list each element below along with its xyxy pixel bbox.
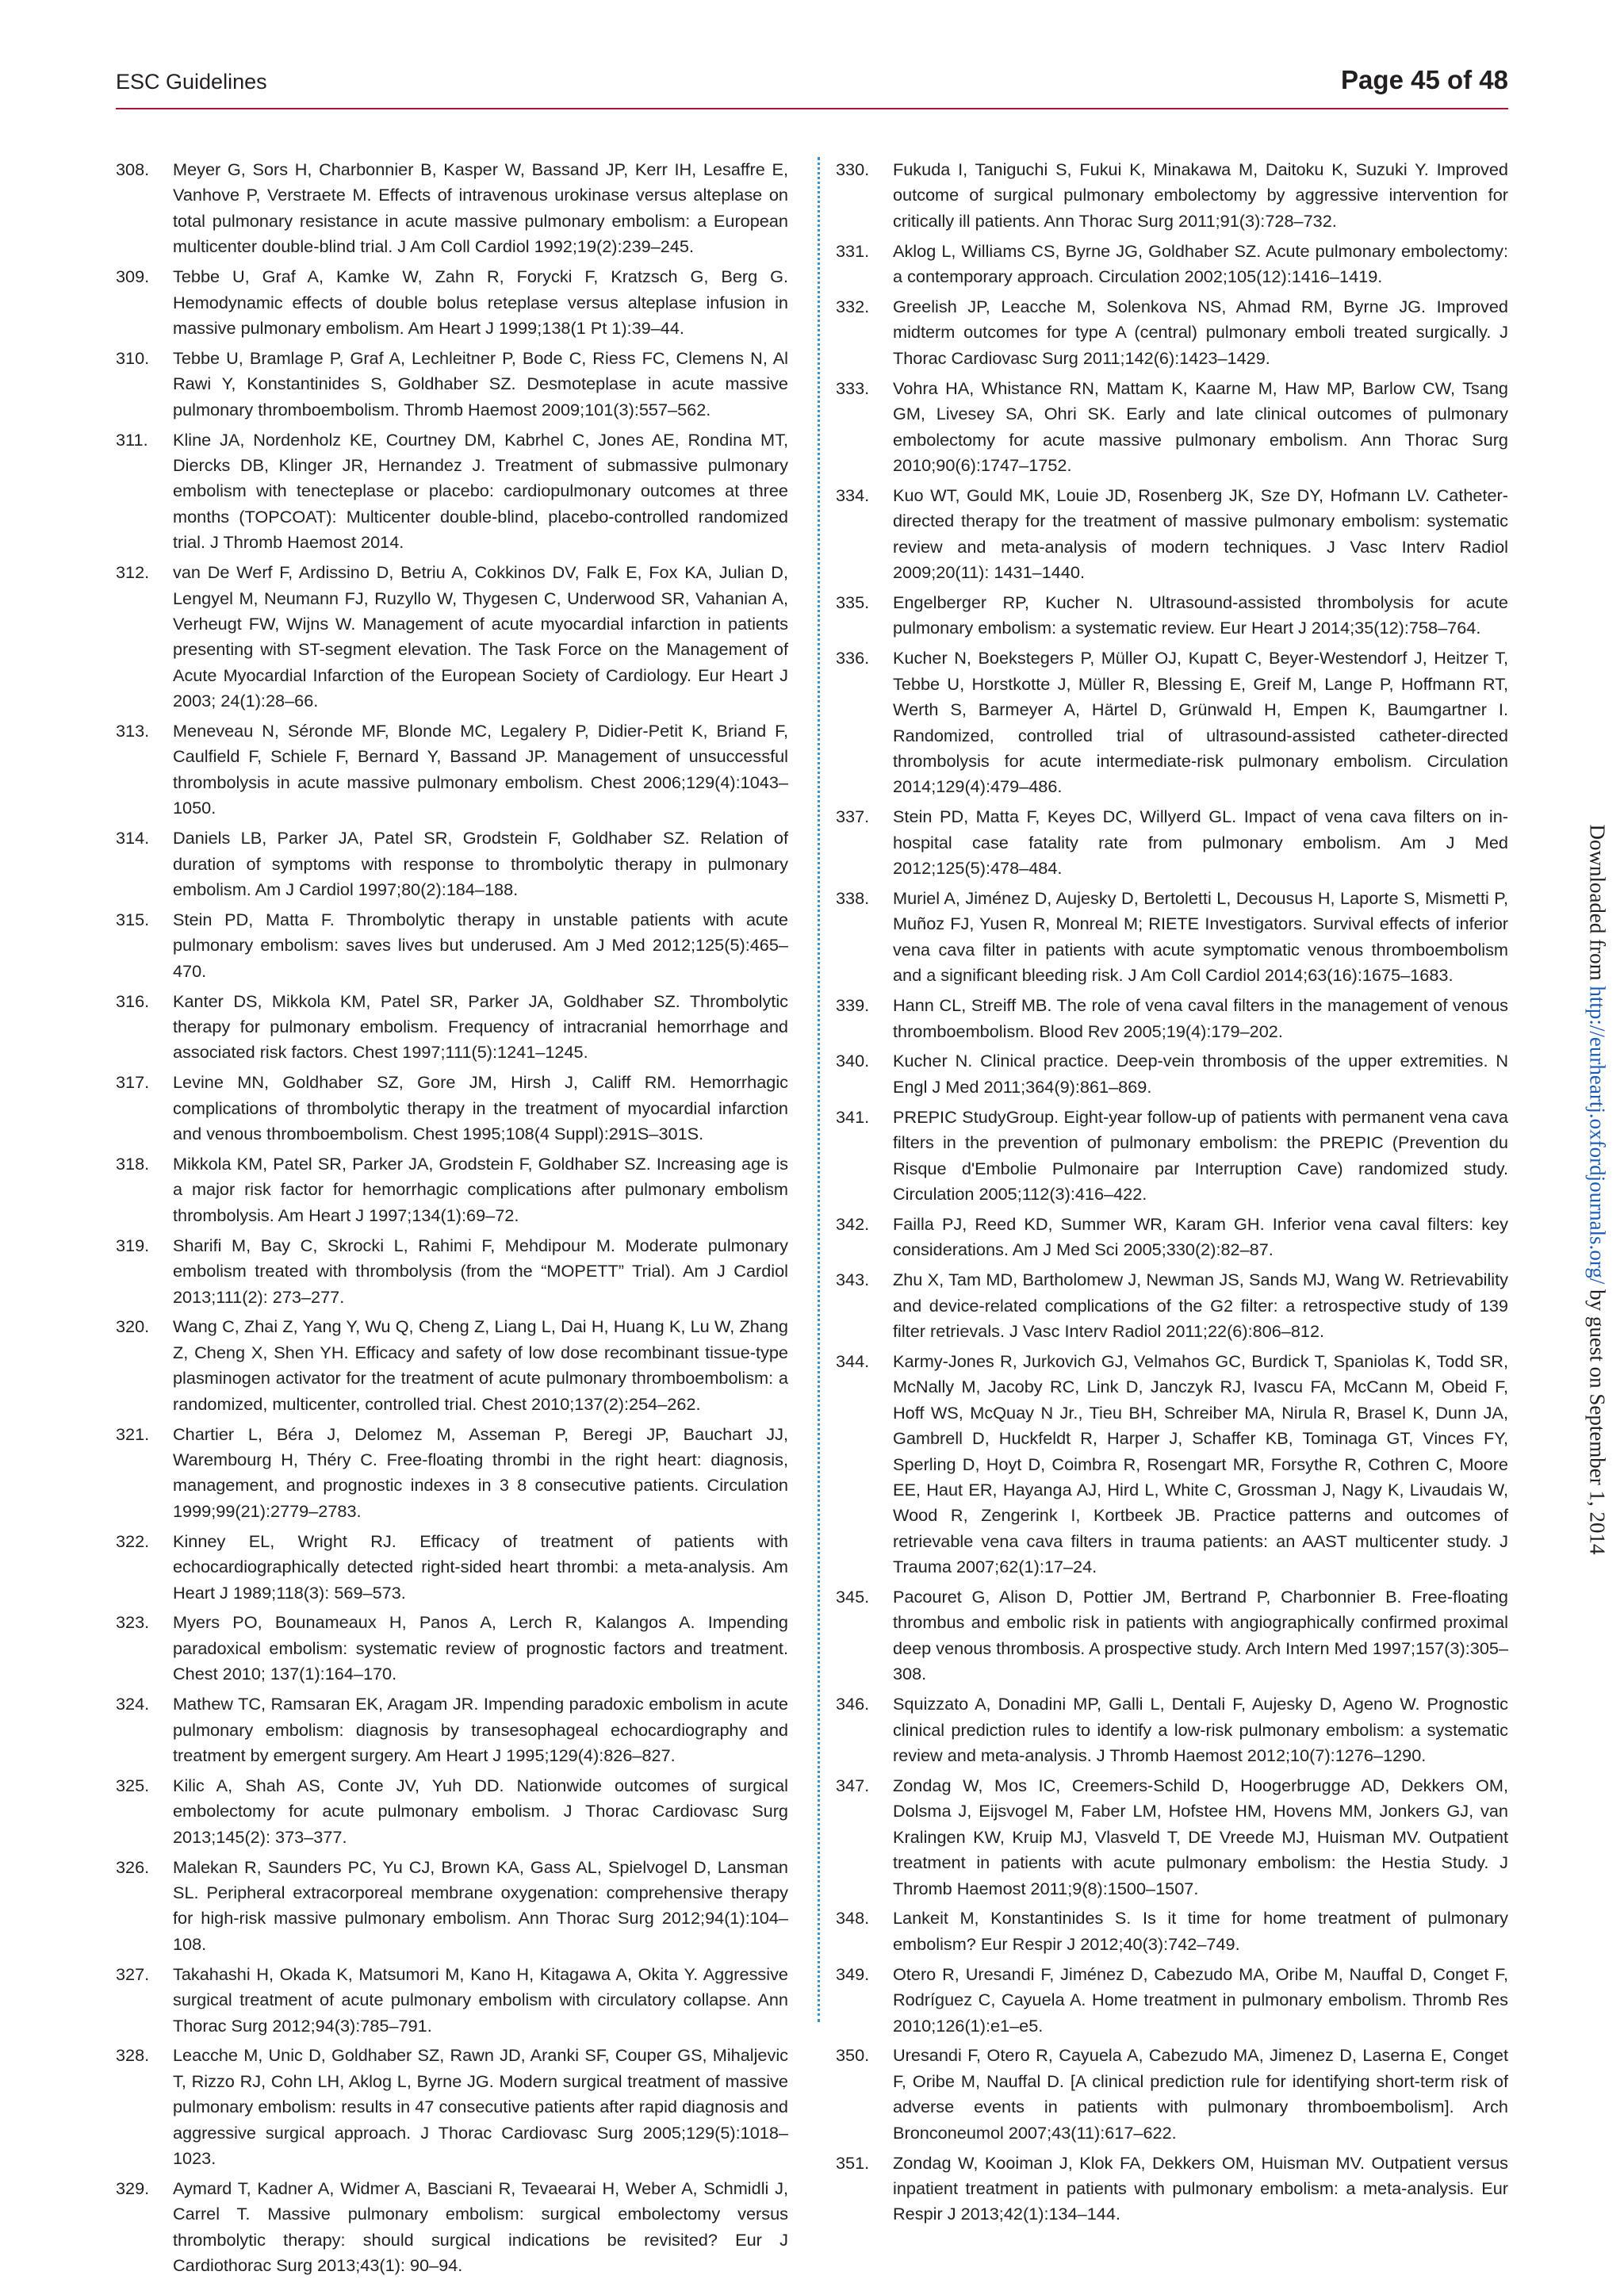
reference-number: 337.	[836, 806, 870, 827]
reference-item	[836, 1773, 1508, 1902]
reference-text: Kilic A, Shah AS, Conte JV, Yuh DD. Nationwide outcomes of surgical embolectomy for acute pulmonary embolism. J Thorac Cardiovasc Surg 2013;145(2): 373–377.	[173, 1775, 788, 1847]
reference-text: Kucher N, Boekstegers P, Müller OJ, Kupatt C, Beyer-Westendorf J, Heitzer T, Tebbe U, Horstkotte J, Müller R, Blessing E, Greif M, Lange P, Hoffmann RT, Werth S, Barmeyer A, Härtel D, Grünwald H, Empen K, Baumgartner I. Randomized, controlled trial of ultrasound-assisted catheter-directed thrombolysis for acute intermediate-risk pulmonary embolism. Circulation 2014;129(4):479–486.	[893, 648, 1508, 797]
references-right-column	[836, 157, 1508, 2231]
reference-item	[836, 1584, 1508, 1687]
reference-item	[116, 1233, 788, 1310]
reference-item	[116, 989, 788, 1066]
reference-item	[116, 907, 788, 984]
reference-text: Muriel A, Jiménez D, Aujesky D, Bertoletti L, Decousus H, Laporte S, Mismetti P, Muñoz FJ, Yusen R, Monreal M; RIETE Investigators. Survival effects of inferior vena cava filter in patients with acute symptomatic venous thromboembolism and a significant bleeding risk. J Am Coll Cardiol 2014;63(16):1675–1683.	[893, 887, 1508, 986]
reference-number: 330.	[836, 159, 870, 179]
reference-item	[836, 2151, 1508, 2227]
reference-item	[836, 376, 1508, 479]
reference-item	[116, 2176, 788, 2279]
reference-number: 310.	[116, 347, 150, 368]
reference-number: 312.	[116, 562, 150, 583]
reference-text: Sharifi M, Bay C, Skrocki L, Rahimi F, Mehdipour M. Moderate pulmonary embolism treated with thrombolysis (from the “MOPETT” Trial). Am J Cardiol 2013;111(2): 273–277.	[173, 1235, 788, 1307]
reference-text: Stein PD, Matta F. Thrombolytic therapy in unstable patients with acute pulmonary embolism: saves lives but underused. Am J Med 2012;125(5):465–470.	[173, 909, 788, 981]
reference-text: Leacche M, Unic D, Goldhaber SZ, Rawn JD, Aranki SF, Couper GS, Mihaljevic T, Rizzo RJ, Cohn LH, Aklog L, Byrne JG. Modern surgical treatment of massive pulmonary embolism: results in 47 consecutive patients after rapid diagnosis and aggressive surgical approach. J Thorac Cardiovasc Surg 2005;129(5):1018–1023.	[173, 2045, 788, 2169]
reference-item	[116, 1151, 788, 1228]
reference-text: Meneveau N, Séronde MF, Blonde MC, Legalery P, Didier-Petit K, Briand F, Caulfield F, Schiele F, Bernard Y, Bassand JP. Management of unsuccessful thrombolysis in acute massive pulmonary embolism. Chest 2006;129(4):1043–1050.	[173, 721, 788, 818]
reference-number: 318.	[116, 1154, 150, 1174]
download-note-suffix: by guest on September 1, 2014	[1585, 1284, 1610, 1555]
reference-item	[116, 718, 788, 822]
reference-item	[836, 157, 1508, 234]
reference-number: 342.	[836, 1213, 870, 1234]
reference-text: Kuo WT, Gould MK, Louie JD, Rosenberg JK, Sze DY, Hofmann LV. Catheter-directed therapy for the treatment of massive pulmonary embolism: systematic review and meta-analysis of modern techniques. J Vasc Interv Radiol 2009;20(11): 1431–1440.	[893, 485, 1508, 583]
reference-text: Uresandi F, Otero R, Cayuela A, Cabezudo MA, Jimenez D, Laserna E, Conget F, Oribe M, Nauffal D. [A clinical prediction rule for identifying short-term risk of adverse events in patients with pulmonary thromboembolism]. Arch Bronconeumol 2007;43(11):617–622.	[893, 2045, 1508, 2143]
page-number: Page 45 of 48	[1341, 65, 1508, 94]
reference-text: Vohra HA, Whistance RN, Mattam K, Kaarne M, Haw MP, Barlow CW, Tsang GM, Livesey SA, Ohri SK. Early and late clinical outcomes of pulmonary embolectomy for acute massive pulmonary embolism. Ann Thorac Surg 2010;90(6):1747–1752.	[893, 377, 1508, 475]
reference-item	[116, 1962, 788, 2039]
reference-number: 336.	[836, 648, 870, 668]
reference-item	[116, 1691, 788, 1768]
reference-text: Takahashi H, Okada K, Matsumori M, Kano H, Kitagawa A, Okita Y. Aggressive surgical treatment of acute pulmonary embolism with circulatory collapse. Ann Thorac Surg 2012;94(3):785–791.	[173, 1963, 788, 2036]
reference-text: Engelberger RP, Kucher N. Ultrasound-assisted thrombolysis for acute pulmonary embolism: a systematic review. Eur Heart J 2014;35(12):758–764.	[893, 592, 1508, 638]
reference-item	[116, 825, 788, 902]
reference-text: Squizzato A, Donadini MP, Galli L, Dentali F, Aujesky D, Ageno W. Prognostic clinical prediction rules to identify a low-risk pulmonary embolism: a systematic review and meta-analysis. J Thromb Haemost 2012;10(7):1276–1290.	[893, 1694, 1508, 1765]
reference-text: Failla PJ, Reed KD, Summer WR, Karam GH. Inferior vena caval filters: key considerations. Am J Med Sci 2005;330(2):82–87.	[893, 1213, 1508, 1260]
reference-number: 325.	[116, 1775, 150, 1795]
reference-text: PREPIC StudyGroup. Eight-year follow-up of patients with permanent vena cava filters in the prevention of pulmonary embolism: the PREPIC (Prevention du Risque d'Embolie Pulmonaire par Interruption Cave) randomized study. Circulation 2005;112(3):416–422.	[893, 1106, 1508, 1204]
reference-number: 344.	[836, 1350, 870, 1371]
reference-text: Aymard T, Kadner A, Widmer A, Basciani R, Tevaearai H, Weber A, Schmidli J, Carrel T. Massive pulmonary embolism: surgical embolectomy versus thrombolytic therapy: should surgical indications be revisited? Eur J Cardiothorac Surg 2013;43(1): 90–94.	[173, 2178, 788, 2276]
reference-item	[836, 294, 1508, 371]
reference-text: Mathew TC, Ramsaran EK, Aragam JR. Impending paradoxic embolism in acute pulmonary embolism: diagnosis by transesophageal echocardiography and treatment by emergent surgery. Am Heart J 1995;129(4):826–827.	[173, 1694, 788, 1765]
reference-number: 327.	[116, 1963, 150, 1984]
reference-text: Zondag W, Kooiman J, Klok FA, Dekkers OM, Huisman MV. Outpatient versus inpatient treatment in patients with pulmonary embolism: a meta-analysis. Eur Respir J 2013;42(1):134–144.	[893, 2152, 1508, 2224]
reference-number: 343.	[836, 1270, 870, 1290]
reference-text: Aklog L, Williams CS, Byrne JG, Goldhaber SZ. Acute pulmonary embolectomy: a contemporary approach. Circulation 2002;105(12):1416–1419.	[893, 240, 1508, 287]
page-header	[116, 62, 1508, 109]
reference-number: 338.	[836, 887, 870, 908]
references-left-column	[116, 157, 788, 2283]
reference-number: 345.	[836, 1587, 870, 1607]
reference-text: Levine MN, Goldhaber SZ, Gore JM, Hirsh J, Califf RM. Hemorrhagic complications of thrombolytic therapy in the treatment of myocardial infarction and venous thromboembolism. Chest 1995;108(4 Suppl):291S–301S.	[173, 1072, 788, 1144]
reference-item	[836, 886, 1508, 989]
reference-item	[116, 560, 788, 714]
reference-text: Myers PO, Bounameaux H, Panos A, Lerch R, Kalangos A. Impending paradoxical embolism: systematic review of prognostic factors and treatment. Chest 2010; 137(1):164–170.	[173, 1612, 788, 1684]
reference-text: Otero R, Uresandi F, Jiménez D, Cabezudo MA, Oribe M, Nauffal D, Conget F, Rodríguez C, Cayuela A. Home treatment in pulmonary embolism. Thromb Res 2010;126(1):e1–e5.	[893, 1963, 1508, 2036]
journal-name: ESC Guidelines	[116, 70, 267, 94]
reference-number: 351.	[836, 2152, 870, 2173]
reference-item	[116, 1070, 788, 1147]
reference-number: 335.	[836, 592, 870, 612]
reference-text: Chartier L, Béra J, Delomez M, Asseman P, Beregi JP, Bauchart JJ, Warembourg H, Théry C. Free-floating thrombi in the right heart: diagnosis, management, and prognostic indexes in 3 8 consecutive patients. Circulation 1999;99(21):2779–2783.	[173, 1423, 788, 1521]
reference-text: Hann CL, Streiff MB. The role of vena caval filters in the management of venous thromboembolism. Blood Rev 2005;19(4):179–202.	[893, 995, 1508, 1041]
reference-number: 348.	[836, 1908, 870, 1929]
reference-item	[836, 1105, 1508, 1208]
reference-number: 322.	[116, 1530, 150, 1551]
reference-item	[116, 1529, 788, 1606]
reference-text: Lankeit M, Konstantinides S. Is it time for home treatment of pulmonary embolism? Eur Respir J 2012;40(3):742–749.	[893, 1908, 1508, 1954]
reference-item	[836, 590, 1508, 642]
reference-item	[836, 1267, 1508, 1344]
reference-item	[116, 1422, 788, 1525]
reference-number: 331.	[836, 240, 870, 261]
reference-number: 328.	[116, 2045, 150, 2066]
reference-number: 333.	[836, 377, 870, 398]
reference-text: Wang C, Zhai Z, Yang Y, Wu Q, Cheng Z, Liang L, Dai H, Huang K, Lu W, Zhang Z, Cheng X, Shen YH. Efficacy and safety of low dose recombinant tissue-type plasminogen activator for the treatment of acute pulmonary thromboembolism: a randomized, multicenter, controlled trial. Chest 2010;137(2):254–262.	[173, 1316, 788, 1414]
reference-number: 321.	[116, 1423, 150, 1444]
reference-text: Tebbe U, Bramlage P, Graf A, Lechleitner P, Bode C, Riess FC, Clemens N, Al Rawi Y, Konstantinides S, Goldhaber SZ. Desmoteplase in acute massive pulmonary thromboembolism. Thromb Haemost 2009;101(3):557–562.	[173, 347, 788, 419]
reference-item	[836, 2043, 1508, 2146]
reference-text: Mikkola KM, Patel SR, Parker JA, Grodstein F, Goldhaber SZ. Increasing age is a major risk factor for hemorrhagic complications after pulmonary embolism thrombolysis. Am Heart J 1997;134(1):69–72.	[173, 1154, 788, 1225]
reference-text: Kline JA, Nordenholz KE, Courtney DM, Kabrhel C, Jones AE, Rondina MT, Diercks DB, Klinger JR, Hernandez J. Treatment of submassive pulmonary embolism with tenecteplase or placebo: cardiopulmonary outcomes at three months (TOPCOAT): Multicenter double-blind, placebo-controlled randomized trial. J Thromb Haemost 2014.	[173, 429, 788, 553]
reference-text: Kanter DS, Mikkola KM, Patel SR, Parker JA, Goldhaber SZ. Thrombolytic therapy for pulmonary embolism. Frequency of intracranial hemorrhage and associated risk factors. Chest 1997;111(5):1241–1245.	[173, 990, 788, 1063]
reference-number: 308.	[116, 159, 150, 179]
reference-item	[836, 1212, 1508, 1263]
reference-text: Stein PD, Matta F, Keyes DC, Willyerd GL. Impact of vena cava filters on in-hospital case fatality rate from pulmonary embolism. Am J Med 2012;125(5):478–484.	[893, 806, 1508, 879]
reference-text: Kucher N. Clinical practice. Deep-vein thrombosis of the upper extremities. N Engl J Med 2011;364(9):861–869.	[893, 1051, 1508, 1097]
reference-number: 315.	[116, 909, 150, 929]
reference-number: 341.	[836, 1106, 870, 1127]
reference-text: van De Werf F, Ardissino D, Betriu A, Cokkinos DV, Falk E, Fox KA, Julian D, Lengyel M, Neumann FJ, Ruzyllo W, Thygesen C, Underwood SR, Vahanian A, Verheugt FW, Wijns W. Management of acute myocardial infarction in patients presenting with ST-segment elevation. The Task Force on the Management of Acute Myocardial Infarction of the European Society of Cardiology. Eur Heart J 2003; 24(1):28–66.	[173, 562, 788, 711]
reference-number: 339.	[836, 995, 870, 1016]
reference-number: 309.	[116, 266, 150, 287]
reference-number: 340.	[836, 1051, 870, 1071]
reference-item	[116, 157, 788, 260]
reference-number: 317.	[116, 1072, 150, 1093]
reference-text: Kinney EL, Wright RJ. Efficacy of treatment of patients with echocardiographically detected right-sided heart thrombi: a meta-analysis. Am Heart J 1989;118(3): 569–573.	[173, 1530, 788, 1603]
download-note	[1585, 824, 1610, 1554]
download-note-prefix: Downloaded from	[1585, 824, 1610, 986]
reference-number: 323.	[116, 1612, 150, 1633]
reference-text: Fukuda I, Taniguchi S, Fukui K, Minakawa M, Daitoku K, Suzuki Y. Improved outcome of surgical pulmonary embolectomy by aggressive intervention for critically ill patients. Ann Thorac Surg 2011;91(3):728–732.	[893, 159, 1508, 231]
reference-item	[836, 804, 1508, 881]
reference-text: Pacouret G, Alison D, Pottier JM, Bertrand P, Charbonnier B. Free-floating thrombus and embolic risk in patients with angiographically confirmed proximal deep venous thrombosis. A prospective study. Arch Intern Med 1997;157(3):305–308.	[893, 1587, 1509, 1684]
reference-item	[836, 483, 1508, 586]
reference-number: 329.	[116, 2178, 150, 2198]
reference-item	[116, 1855, 788, 1958]
reference-item	[116, 427, 788, 556]
reference-number: 332.	[836, 297, 870, 317]
reference-number: 326.	[116, 1856, 150, 1877]
reference-item	[836, 1691, 1508, 1768]
reference-text: Karmy-Jones R, Jurkovich GJ, Velmahos GC, Burdick T, Spaniolas K, Todd SR, McNally M, Jacoby RC, Link D, Janczyk RJ, Ivascu FA, McCann M, Obeid F, Hoff WS, McQuay N Jr., Tieu BH, Schreiber MA, Nirula R, Brasel K, Dunn JA, Gambrell D, Huckfeldt R, Harper J, Schaffer KB, Tominaga GT, Vinces FY, Sperling D, Hoyt D, Coimbra R, Rosengart MR, Forsythe R, Cothren C, Moore EE, Haut ER, Hayanga AJ, Hird L, White C, Grossman J, Nagy K, Livaudais W, Wood R, Zengerink I, Kortbeek JB. Practice patterns and outcomes of retrievable vena cava filters in trauma patients: an AAST multicenter study. J Trauma 2007;62(1):17–24.	[893, 1350, 1508, 1577]
reference-text: Greelish JP, Leacche M, Solenkova NS, Ahmad RM, Byrne JG. Improved midterm outcomes for type A (central) pulmonary emboli treated surgically. J Thorac Cardiovasc Surg 2011;142(6):1423–1429.	[893, 297, 1508, 368]
download-link[interactable]: http://eurheartj.oxfordjournals.org/	[1585, 986, 1610, 1285]
reference-text: Zhu X, Tam MD, Bartholomew J, Newman JS, Sands MJ, Wang W. Retrievability and device-related complications of the G2 filter: a retrospective study of 139 filter retrievals. J Vasc Interv Radiol 2011;22(6):806–812.	[893, 1270, 1508, 1341]
reference-item	[116, 2043, 788, 2171]
reference-item	[116, 264, 788, 341]
reference-item	[836, 1349, 1508, 1580]
reference-item	[836, 1048, 1508, 1100]
reference-text: Zondag W, Mos IC, Creemers-Schild D, Hoogerbrugge AD, Dekkers OM, Dolsma J, Eijsvogel M, Faber LM, Hofstee HM, Hovens MM, Jonkers GJ, van Kralingen KW, Kruip MJ, Vlasveld T, DE Vreede MJ, Huisman MV. Outpatient treatment in patients with acute pulmonary embolism: the Hestia Study. J Thromb Haemost 2011;9(8):1500–1507.	[893, 1775, 1508, 1898]
reference-text: Daniels LB, Parker JA, Patel SR, Grodstein F, Goldhaber SZ. Relation of duration of symptoms with response to thrombolytic therapy in pulmonary embolism. Am J Cardiol 1997;80(2):184–188.	[173, 828, 788, 899]
reference-number: 350.	[836, 2045, 870, 2066]
reference-item	[116, 1610, 788, 1687]
reference-number: 346.	[836, 1694, 870, 1714]
reference-item	[836, 1906, 1508, 1957]
reference-item	[836, 993, 1508, 1044]
reference-item	[836, 1962, 1508, 2039]
reference-text: Tebbe U, Graf A, Kamke W, Zahn R, Forycki F, Kratzsch G, Berg G. Hemodynamic effects of double bolus reteplase versus alteplase infusion in massive pulmonary embolism. Am Heart J 1999;138(1 Pt 1):39–44.	[173, 266, 788, 338]
reference-item	[116, 1314, 788, 1417]
reference-item	[116, 1773, 788, 1850]
reference-number: 316.	[116, 990, 150, 1011]
reference-text: Meyer G, Sors H, Charbonnier B, Kasper W, Bassand JP, Kerr IH, Lesaffre E, Vanhove P, Verstraete M. Effects of intravenous urokinase versus alteplase on total pulmonary resistance in acute massive pulmonary embolism: a European multicenter double-blind trial. J Am Coll Cardiol 1992;19(2):239–245.	[173, 159, 788, 257]
reference-number: 324.	[116, 1694, 150, 1714]
reference-item	[836, 239, 1508, 290]
reference-number: 311.	[116, 429, 148, 450]
column-divider	[818, 157, 820, 2022]
reference-text: Malekan R, Saunders PC, Yu CJ, Brown KA, Gass AL, Spielvogel D, Lansman SL. Peripheral extracorporeal membrane oxygenation: comprehensive therapy for high-risk massive pulmonary embolism. Ann Thorac Surg 2012;94(1):104–108.	[173, 1856, 788, 1954]
reference-number: 314.	[116, 828, 150, 848]
reference-number: 347.	[836, 1775, 870, 1795]
reference-number: 320.	[116, 1316, 150, 1337]
reference-number: 349.	[836, 1963, 870, 1984]
reference-number: 319.	[116, 1235, 150, 1255]
reference-item	[836, 645, 1508, 799]
reference-number: 313.	[116, 721, 150, 741]
reference-number: 334.	[836, 485, 870, 505]
reference-item	[116, 346, 788, 423]
